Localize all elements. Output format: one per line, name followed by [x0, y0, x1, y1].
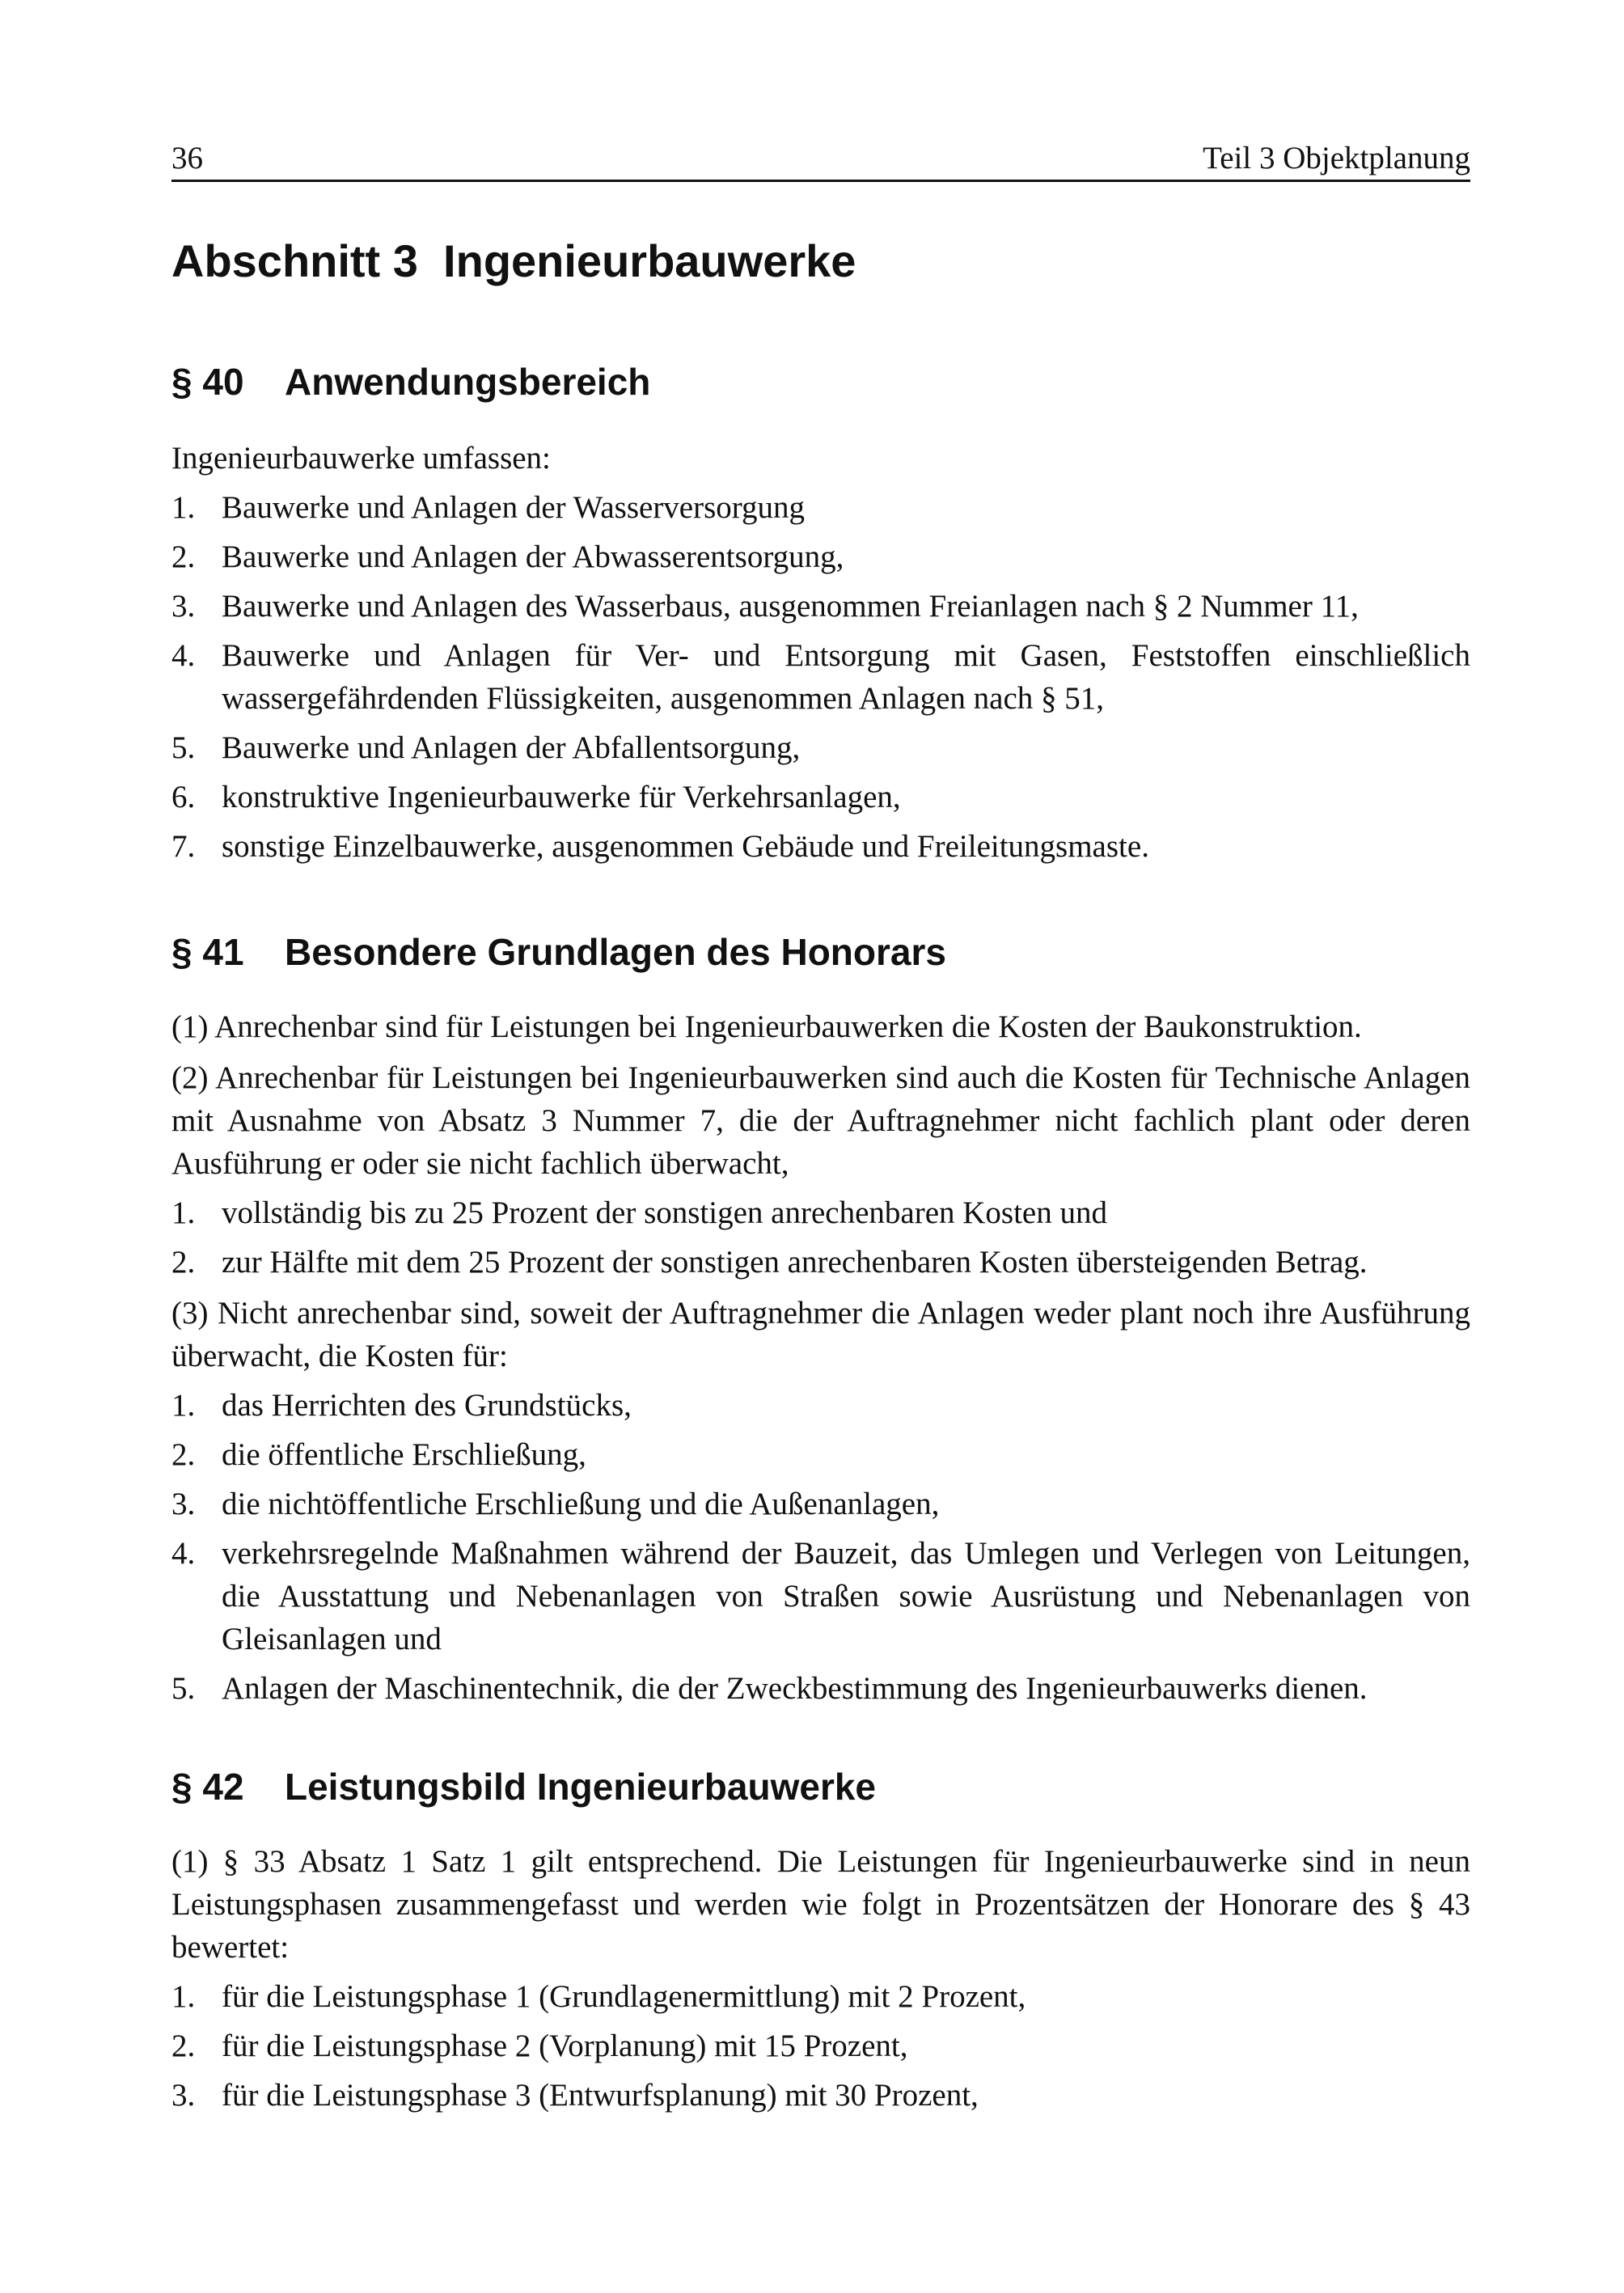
list-number: 3.: [171, 1487, 196, 1521]
list-number: 5.: [171, 1671, 196, 1706]
section-intro: Ingenieurbauwerke umfassen:: [171, 441, 551, 476]
list-item: [171, 1975, 1470, 2018]
list-number: 2.: [171, 539, 196, 574]
paragraph-3: (3) Nicht anrechenbar sind, soweit der Auftragnehmer die Anlagen weder plant noch ihre Ausführung überwacht, die Kosten für:: [171, 1296, 1470, 1373]
scope-list: [171, 486, 1470, 868]
list-text: Bauwerke und Anlagen der Wasserversorgung: [222, 490, 806, 525]
paragraph-2-list: [171, 1191, 1470, 1284]
list-item: [171, 535, 1470, 578]
section-number: § 42: [171, 1766, 244, 1808]
list-text: konstruktive Ingenieurbauwerke für Verkehrsanlagen,: [222, 780, 901, 814]
list-text: die nichtöffentliche Erschließung und die Außenanlagen,: [222, 1487, 940, 1521]
list-item: [171, 1241, 1470, 1284]
list-text: für die Leistungsphase 3 (Entwurfsplanung) mit 30 Prozent,: [222, 2078, 979, 2113]
section-heading-41: [171, 929, 946, 975]
list-number: 7.: [171, 829, 196, 864]
list-text: Bauwerke und Anlagen für Ver- und Entsorgung mit Gasen, Feststoffen einschließlich wassergefährdenden Flüssigkeiten, ausgenommen Anlagen nach § 51,: [222, 638, 1470, 716]
list-number: 5.: [171, 730, 196, 765]
list-item: [171, 1191, 1470, 1234]
list-item: [171, 1483, 1470, 1525]
list-text: Bauwerke und Anlagen der Abwasserentsorgung,: [222, 539, 844, 574]
paragraph-1: (1) Anrechenbar sind für Leistungen bei Ingenieurbauwerken die Kosten der Baukonstruktion.: [171, 1009, 1362, 1044]
list-item: [171, 2024, 1470, 2067]
list-item: [171, 2074, 1470, 2117]
list-text: verkehrsregelnde Maßnahmen während der Bauzeit, das Umlegen und Verlegen von Leitungen, die Ausstattung und Nebenanlagen von Straßen sowie Ausrüstung und Nebenanlagen von Gleisanlagen und: [222, 1536, 1470, 1656]
list-item: [171, 585, 1470, 628]
list-text: die öffentliche Erschließung,: [222, 1437, 586, 1472]
list-text: Bauwerke und Anlagen der Abfallentsorgung,: [222, 730, 801, 765]
running-header: [171, 137, 1470, 182]
page-number: 36: [171, 141, 203, 176]
list-number: 6.: [171, 780, 196, 814]
list-item: [171, 1667, 1470, 1710]
list-text: vollständig bis zu 25 Prozent der sonstigen anrechenbaren Kosten und: [222, 1195, 1107, 1230]
list-item: [171, 1384, 1470, 1427]
list-number: 2.: [171, 1245, 196, 1280]
phase-list: [171, 1975, 1470, 2117]
list-text: Anlagen der Maschinentechnik, die der Zweckbestimmung des Ingenieurbauwerks dienen.: [222, 1671, 1368, 1706]
section-body-40: [171, 437, 1470, 868]
list-number: 2.: [171, 2029, 196, 2063]
chapter-heading: [171, 233, 856, 290]
list-text: für die Leistungsphase 1 (Grundlagenermittlung) mit 2 Prozent,: [222, 1979, 1026, 2014]
section-title: Anwendungsbereich: [285, 361, 651, 403]
section-number: § 41: [171, 931, 244, 973]
list-item: [171, 1532, 1470, 1661]
list-text: das Herrichten des Grundstücks,: [222, 1388, 632, 1423]
list-number: 4.: [171, 638, 196, 673]
list-text: zur Hälfte mit dem 25 Prozent der sonstigen anrechenbaren Kosten übersteigenden Betrag.: [222, 1245, 1368, 1280]
chapter-label: Abschnitt 3: [171, 235, 418, 286]
list-number: 2.: [171, 1437, 196, 1472]
section-title: Leistungsbild Ingenieurbauwerke: [285, 1766, 877, 1808]
list-item: [171, 726, 1470, 769]
section-body-41: [171, 1005, 1470, 1710]
section-number: § 40: [171, 361, 244, 403]
list-number: 1.: [171, 1388, 196, 1423]
section-body-42: [171, 1840, 1470, 2117]
list-item: [171, 634, 1470, 720]
list-item: [171, 1433, 1470, 1476]
section-heading-42: [171, 1763, 876, 1810]
list-number: 3.: [171, 2078, 196, 2113]
list-item: [171, 486, 1470, 529]
section-title: Besondere Grundlagen des Honorars: [285, 931, 946, 973]
paragraph-1: (1) § 33 Absatz 1 Satz 1 gilt entsprechend. Die Leistungen für Ingenieurbauwerke sind in neun Leistungsphasen zusammengefasst und werden wie folgt in Prozentsätzen der Honorare des § 43 bewertet:: [171, 1844, 1470, 1965]
list-text: Bauwerke und Anlagen des Wasserbaus, ausgenommen Freianlagen nach § 2 Nummer 11,: [222, 589, 1359, 624]
chapter-title: Ingenieurbauwerke: [443, 235, 856, 286]
list-number: 4.: [171, 1536, 196, 1571]
list-item: [171, 825, 1470, 868]
paragraph-3-list: [171, 1384, 1470, 1710]
list-number: 1.: [171, 1979, 196, 2014]
list-number: 1.: [171, 1195, 196, 1230]
list-number: 1.: [171, 490, 196, 525]
list-text: sonstige Einzelbauwerke, ausgenommen Gebäude und Freileitungsmaste.: [222, 829, 1149, 864]
list-number: 3.: [171, 589, 196, 624]
running-title: Teil 3 Objektplanung: [1203, 141, 1470, 176]
list-text: für die Leistungsphase 2 (Vorplanung) mit 15 Prozent,: [222, 2029, 908, 2063]
section-heading-40: [171, 358, 650, 405]
list-item: [171, 776, 1470, 819]
paragraph-2: (2) Anrechenbar für Leistungen bei Ingenieurbauwerken sind auch die Kosten für Technische Anlagen mit Ausnahme von Absatz 3 Nummer 7, die der Auftragnehmer nicht fachlich plant oder deren Ausführung er oder sie nicht fachlich überwacht,: [171, 1060, 1470, 1181]
